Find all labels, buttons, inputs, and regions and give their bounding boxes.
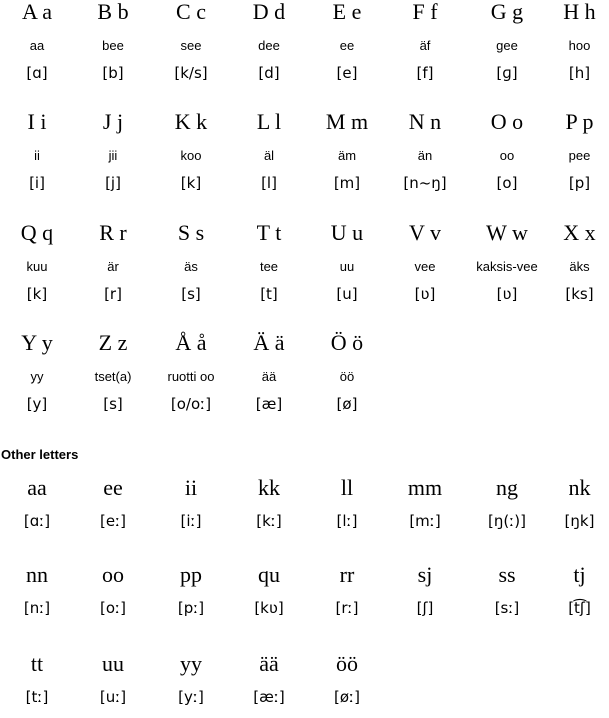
digraph-glyph: ng xyxy=(496,475,518,500)
digraph-cell xyxy=(152,652,230,706)
letter-cell xyxy=(550,221,609,303)
digraph-cell xyxy=(464,476,550,530)
letter-glyph: T t xyxy=(256,220,282,245)
digraph-glyph: sj xyxy=(417,562,433,587)
letter-glyph: D d xyxy=(252,0,286,24)
digraph-ipa: [yː] xyxy=(178,688,204,706)
digraph-ipa: [oː] xyxy=(100,599,126,617)
digraph-ipa: [nː] xyxy=(23,599,51,617)
letter-cell xyxy=(464,0,550,82)
digraph-cell xyxy=(152,563,230,617)
letter-glyph: Å å xyxy=(175,330,207,355)
digraph-glyph: kk xyxy=(258,475,280,500)
letter-cell xyxy=(230,110,308,192)
digraph-glyph: ää xyxy=(259,651,279,676)
digraph-glyph: tt xyxy=(30,651,44,676)
letter-name: äks xyxy=(569,259,590,274)
letter-glyph: I i xyxy=(27,109,47,134)
letter-name: jii xyxy=(108,148,118,163)
letter-name: see xyxy=(180,38,202,53)
other-letters-row-3 xyxy=(0,652,609,706)
digraph-ipa: [kʋ] xyxy=(254,599,284,617)
letter-name: oo xyxy=(499,148,515,163)
letter-name: äl xyxy=(263,148,275,163)
letter-glyph: H h xyxy=(563,0,596,24)
letter-glyph: B b xyxy=(97,0,129,24)
letter-cell xyxy=(386,0,464,82)
letter-cell xyxy=(308,331,386,413)
letter-ipa: [æ] xyxy=(255,395,283,413)
digraph-ipa: [t͡ʃ] xyxy=(568,599,591,617)
letter-ipa: [t] xyxy=(260,285,278,303)
letter-ipa: [l] xyxy=(261,174,277,192)
digraph-cell xyxy=(0,652,74,706)
digraph-cell xyxy=(386,476,464,530)
letter-name: tee xyxy=(259,259,279,274)
digraph-ipa: [æː] xyxy=(253,688,285,706)
letter-ipa: [u] xyxy=(336,285,358,303)
letter-name: ii xyxy=(34,148,40,163)
letter-cell xyxy=(550,110,609,192)
letter-ipa: [s] xyxy=(103,395,123,413)
digraph-ipa: [ɑː] xyxy=(23,512,51,530)
digraph-cell xyxy=(230,563,308,617)
letter-glyph: Z z xyxy=(98,330,128,355)
other-letters-row-1 xyxy=(0,476,609,530)
letter-ipa: [j] xyxy=(105,174,121,192)
digraph-cell xyxy=(550,563,609,617)
digraph-glyph: ll xyxy=(340,475,354,500)
digraph-glyph: pp xyxy=(180,562,202,587)
letter-name: äm xyxy=(337,148,357,163)
other-letters-heading: Other letters xyxy=(1,447,79,462)
digraph-cell xyxy=(74,563,152,617)
letter-cell xyxy=(550,0,609,82)
letter-ipa: [ɑ] xyxy=(26,64,48,82)
digraph-glyph: qu xyxy=(258,562,280,587)
digraph-cell xyxy=(230,476,308,530)
digraph-ipa: [ŋk] xyxy=(564,512,595,530)
alphabet-row-1 xyxy=(0,0,609,82)
digraph-ipa: [rː] xyxy=(335,599,359,617)
digraph-cell xyxy=(74,652,152,706)
letter-name: kuu xyxy=(26,259,48,274)
digraph-glyph: öö xyxy=(336,651,358,676)
letter-glyph: K k xyxy=(174,109,208,134)
digraph-cell xyxy=(386,563,464,617)
letter-ipa: [k/s] xyxy=(174,64,208,82)
letter-glyph: X x xyxy=(563,220,596,245)
letter-cell xyxy=(464,110,550,192)
letter-name: aa xyxy=(29,38,45,53)
digraph-glyph: aa xyxy=(27,475,47,500)
letter-cell xyxy=(0,221,74,303)
letter-name: ruotti oo xyxy=(167,369,215,384)
letter-name: dee xyxy=(258,38,280,53)
letter-cell xyxy=(0,331,74,413)
letter-cell xyxy=(74,0,152,82)
letter-ipa: [ø] xyxy=(336,395,358,413)
letter-glyph: P p xyxy=(565,109,594,134)
letter-ipa: [d] xyxy=(258,64,280,82)
digraph-glyph: nn xyxy=(26,562,48,587)
letter-ipa: [ɡ] xyxy=(496,64,518,82)
digraph-ipa: [iː] xyxy=(180,512,202,530)
digraph-glyph: oo xyxy=(102,562,124,587)
letter-glyph: E e xyxy=(332,0,362,24)
digraph-ipa: [mː] xyxy=(409,512,441,530)
letter-ipa: [e] xyxy=(336,64,358,82)
letter-ipa: [p] xyxy=(568,174,591,192)
letter-cell xyxy=(308,221,386,303)
letter-ipa: [i] xyxy=(29,174,45,192)
digraph-ipa: [kː] xyxy=(256,512,282,530)
digraph-glyph: ii xyxy=(184,475,198,500)
letter-name: koo xyxy=(180,148,202,163)
letter-name: äf xyxy=(419,38,431,53)
letter-glyph: S s xyxy=(177,220,205,245)
letter-ipa: [o/oː] xyxy=(170,395,212,413)
letter-cell xyxy=(74,331,152,413)
letter-ipa: [n~ŋ] xyxy=(403,174,447,192)
letter-ipa: [k] xyxy=(180,174,202,192)
letter-glyph: N n xyxy=(408,109,442,134)
letter-name: bee xyxy=(102,38,124,53)
letter-glyph: U u xyxy=(330,220,364,245)
letter-ipa: [h] xyxy=(568,64,591,82)
digraph-glyph: nk xyxy=(568,475,591,500)
letter-name: gee xyxy=(496,38,518,53)
digraph-cell xyxy=(550,476,609,530)
letter-ipa: [s] xyxy=(181,285,201,303)
digraph-ipa: [ŋ(ː)] xyxy=(488,512,526,530)
letter-name: ää xyxy=(261,369,277,384)
letter-name: kaksis-vee xyxy=(476,259,538,274)
letter-glyph: W w xyxy=(486,220,528,245)
letter-glyph: G g xyxy=(490,0,524,24)
letter-ipa: [f] xyxy=(416,64,434,82)
letter-glyph: A a xyxy=(22,0,52,24)
letter-glyph: Y y xyxy=(21,330,53,355)
letter-ipa: [k] xyxy=(26,285,48,303)
letter-name: äs xyxy=(184,259,198,274)
digraph-ipa: [uː] xyxy=(99,688,127,706)
letter-cell xyxy=(386,221,464,303)
letter-glyph: F f xyxy=(412,0,438,24)
digraph-glyph: rr xyxy=(339,562,355,587)
digraph-cell xyxy=(74,476,152,530)
letter-ipa: [ks] xyxy=(565,285,594,303)
letter-cell xyxy=(152,221,230,303)
letter-cell xyxy=(0,110,74,192)
letter-glyph: V v xyxy=(409,220,441,245)
letter-name: tset(a) xyxy=(94,369,132,384)
letter-cell xyxy=(230,331,308,413)
digraph-ipa: [tː] xyxy=(25,688,49,706)
digraph-glyph: ss xyxy=(498,562,516,587)
letter-name: pee xyxy=(568,148,591,163)
digraph-ipa: [sː] xyxy=(494,599,520,617)
letter-name: vee xyxy=(414,259,436,274)
digraph-glyph: uu xyxy=(102,651,124,676)
letter-glyph: R r xyxy=(99,220,127,245)
digraph-glyph: mm xyxy=(407,475,443,500)
letter-cell xyxy=(74,110,152,192)
digraph-cell xyxy=(308,652,386,706)
letter-glyph: Ä ä xyxy=(253,330,285,355)
letter-cell xyxy=(152,110,230,192)
letter-cell xyxy=(152,331,230,413)
letter-cell xyxy=(230,221,308,303)
letter-ipa: [ʋ] xyxy=(496,285,518,303)
digraph-cell xyxy=(464,563,550,617)
letter-name: än xyxy=(417,148,433,163)
letter-cell xyxy=(308,110,386,192)
letter-cell xyxy=(152,0,230,82)
alphabet-row-3 xyxy=(0,221,609,303)
digraph-cell xyxy=(308,563,386,617)
letter-glyph: Q q xyxy=(20,220,54,245)
letter-name: ee xyxy=(339,38,355,53)
digraph-glyph: yy xyxy=(180,651,202,676)
letter-ipa: [ʋ] xyxy=(414,285,436,303)
digraph-cell xyxy=(0,476,74,530)
letter-name: är xyxy=(107,259,119,274)
digraph-glyph: tj xyxy=(573,562,586,587)
letter-cell xyxy=(386,110,464,192)
letter-name: uu xyxy=(339,259,355,274)
letter-glyph: O o xyxy=(490,109,524,134)
other-letters-row-2 xyxy=(0,563,609,617)
letter-name: yy xyxy=(30,369,44,384)
letter-glyph: M m xyxy=(325,109,369,134)
letter-cell xyxy=(464,221,550,303)
digraph-glyph: ee xyxy=(103,475,123,500)
alphabet-row-2 xyxy=(0,110,609,192)
letter-ipa: [o] xyxy=(496,174,518,192)
letter-name: hoo xyxy=(568,38,591,53)
alphabet-row-4 xyxy=(0,331,609,413)
letter-ipa: [b] xyxy=(102,64,124,82)
letter-ipa: [y] xyxy=(26,395,48,413)
digraph-ipa: [pː] xyxy=(177,599,205,617)
digraph-cell xyxy=(152,476,230,530)
digraph-ipa: [øː] xyxy=(334,688,360,706)
letter-cell xyxy=(74,221,152,303)
letter-ipa: [r] xyxy=(104,285,122,303)
letter-cell xyxy=(230,0,308,82)
digraph-ipa: [ʃ] xyxy=(416,599,434,617)
digraph-cell xyxy=(308,476,386,530)
letter-glyph: L l xyxy=(256,109,282,134)
letter-ipa: [m] xyxy=(333,174,361,192)
letter-glyph: Ö ö xyxy=(330,330,364,355)
letter-name: öö xyxy=(339,369,355,384)
digraph-cell xyxy=(0,563,74,617)
letter-cell xyxy=(308,0,386,82)
letter-cell xyxy=(0,0,74,82)
letter-glyph: J j xyxy=(102,109,124,134)
letter-glyph: C c xyxy=(176,0,206,24)
digraph-ipa: [eː] xyxy=(100,512,126,530)
digraph-ipa: [lː] xyxy=(336,512,358,530)
digraph-cell xyxy=(230,652,308,706)
